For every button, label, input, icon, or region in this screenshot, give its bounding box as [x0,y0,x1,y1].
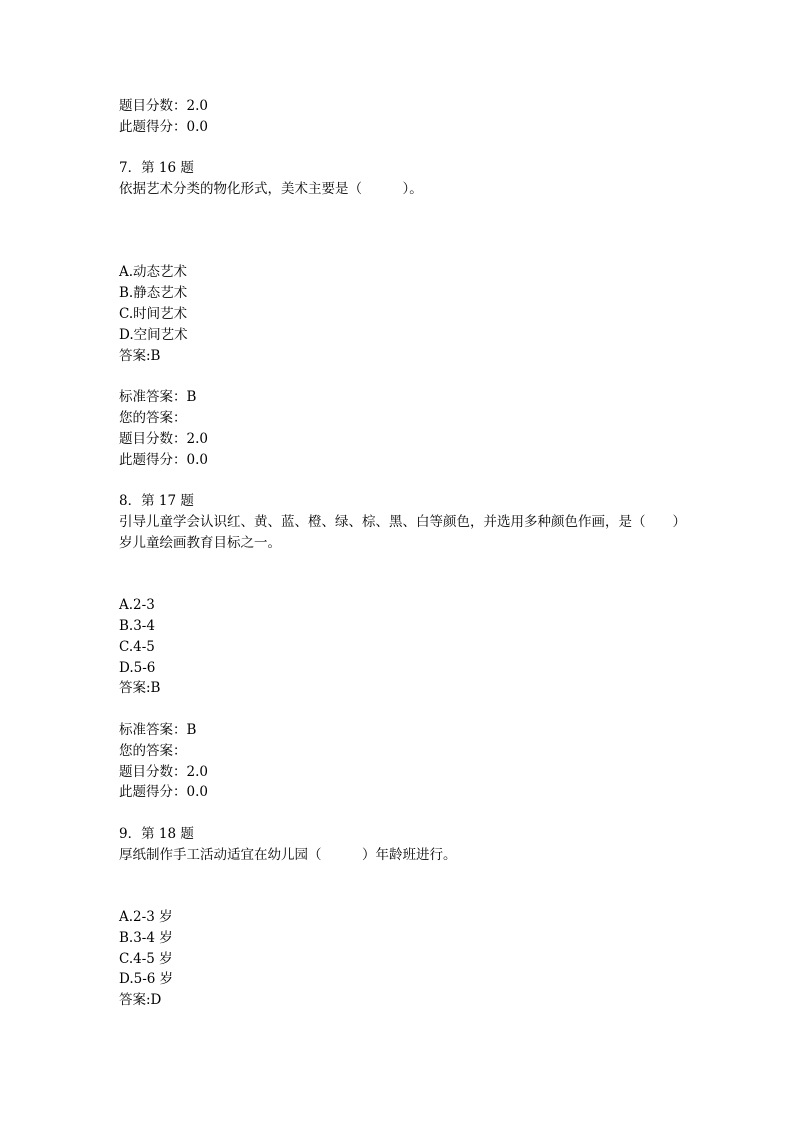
standard-answer: 标准答案：B [119,389,197,406]
option-d: D.空间艺术 [119,326,188,343]
answer: 答案:D [119,992,162,1009]
question-16 [119,158,719,470]
option-a: A.动态艺术 [119,264,188,281]
your-answer: 您的答案： [119,742,187,759]
question-18 [119,824,719,1011]
question-title: 8．第 17 题 [119,493,194,510]
question-got: 此题得分：0.0 [119,451,208,468]
option-d: D.5-6 [119,659,156,676]
option-a: A.2-3 [119,597,155,614]
question-score: 题目分数：2.0 [119,430,208,447]
question-score: 题目分数：2.0 [119,763,208,780]
question-text-cont: 岁儿童绘画教育目标之一。 [119,534,281,551]
option-b: B.静态艺术 [119,285,188,302]
option-c: C.4-5 岁 [119,950,173,967]
question-title: 7．第 16 题 [119,160,194,177]
question-title: 9．第 18 题 [119,825,194,842]
answer: 答案:B [119,680,161,697]
question-text: 依据艺术分类的物化形式，美术主要是（ ）。 [119,181,423,198]
prev-got: 此题得分：0.0 [119,118,208,135]
standard-answer: 标准答案：B [119,721,197,738]
document-page [119,96,719,1011]
option-c: C.时间艺术 [119,305,188,322]
question-17 [119,491,719,803]
option-b: B.3-4 岁 [119,929,173,946]
option-b: B.3-4 [119,617,155,634]
question-text: 厚纸制作手工活动适宜在幼儿园（ ）年龄班进行。 [119,846,457,863]
option-d: D.5-6 岁 [119,971,174,988]
prev-score: 题目分数：2.0 [119,98,208,114]
answer: 答案:B [119,347,161,364]
question-text: 引导儿童学会认识红、黄、蓝、橙、绿、棕、黑、白等颜色，并选用多种颜色作画，是（ ） [119,513,686,530]
option-a: A.2-3 岁 [119,909,173,926]
question-got: 此题得分：0.0 [119,784,208,801]
option-c: C.4-5 [119,638,155,655]
your-answer: 您的答案： [119,409,187,426]
